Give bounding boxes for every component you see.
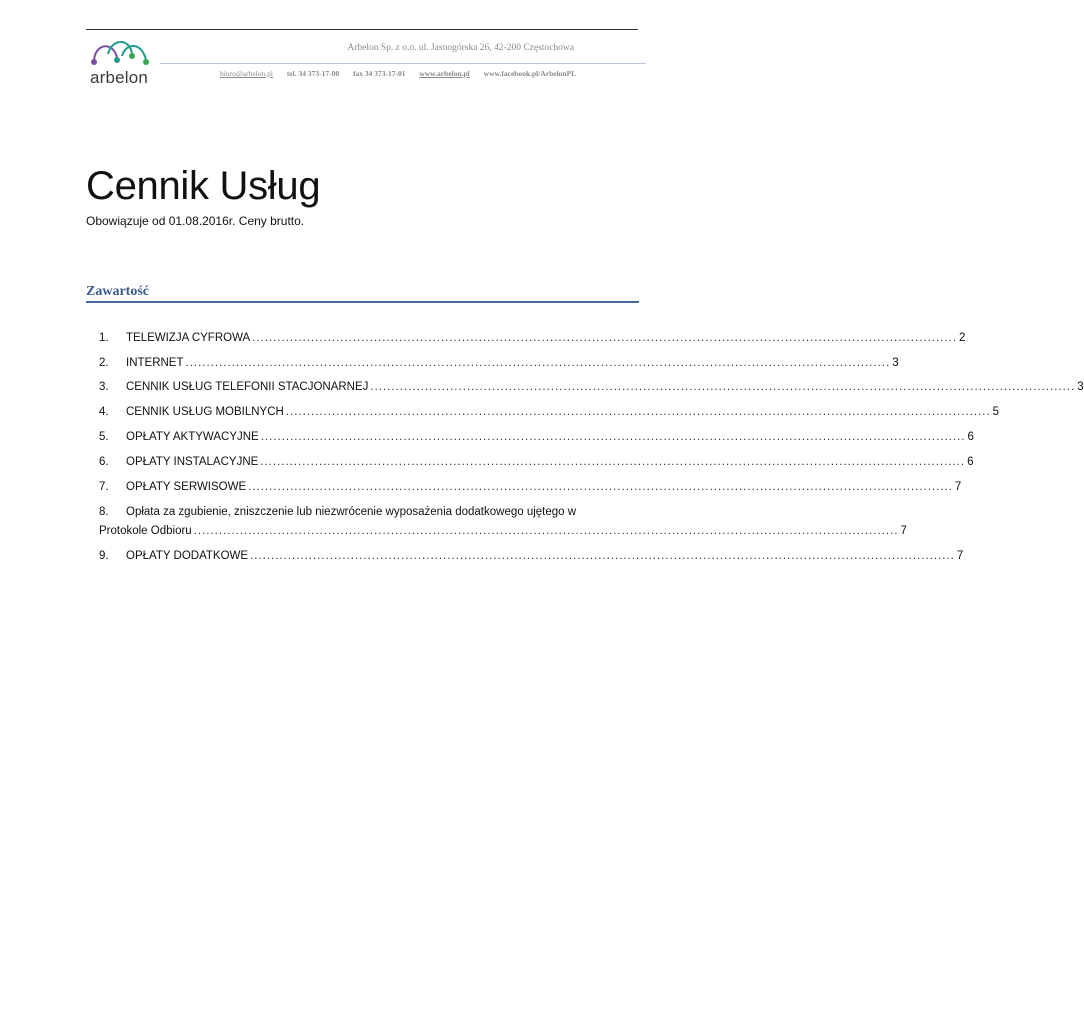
toc-entry-page: 6	[967, 431, 974, 443]
toc-leader-dots: ........................................................................................................................................................................	[260, 431, 966, 443]
toc-entry-number: 9.	[99, 550, 109, 562]
toc-entry-1[interactable]	[99, 332, 966, 352]
toc-leader-dots: ........................................................................................................................................................................	[260, 456, 966, 468]
top-rule	[86, 29, 638, 30]
toc-leader-dots: ........................................................................................................................................................................	[252, 332, 957, 344]
toc-leader-dots: ........................................................................................................................................................................	[285, 406, 991, 418]
logo-text: arbelon	[89, 68, 149, 87]
toc-leader-dots: ........................................................................................................................................................................	[248, 481, 953, 493]
toc-entry-page: 7	[954, 481, 962, 493]
toc-entry-page: 6	[967, 456, 974, 468]
company-address: Arbelon Sp. z o.o. ul. Jasnogórska 26, 42-200 Częstochowa	[347, 43, 574, 53]
toc-entry-label: OPŁATY AKTYWACYJNE	[126, 431, 259, 443]
toc-entry-page: 7	[956, 550, 964, 562]
toc-entry-number: 8.	[99, 506, 109, 518]
fax-number: fax 34 373-17-01	[352, 69, 406, 78]
toc-entry-9[interactable]	[99, 550, 964, 570]
toc-entry-8-continued[interactable]	[99, 525, 907, 545]
header-rule	[160, 63, 646, 64]
toc-entry-label: CENNIK USŁUG TELEFONII STACJONARNEJ	[126, 381, 369, 393]
toc-entry-number: 6.	[99, 456, 109, 468]
phone-number: tel. 34 373-17-00	[286, 69, 340, 78]
toc-entry-8[interactable]	[99, 506, 638, 526]
toc-leader-dots: ........................................................................................................................................................................	[193, 525, 899, 537]
toc-entry-2[interactable]	[99, 357, 899, 377]
toc-entry-7[interactable]	[99, 481, 962, 501]
toc-entry-page: 7	[900, 525, 907, 537]
toc-entry-number: 3.	[99, 381, 109, 393]
toc-entry-label: INTERNET	[126, 357, 184, 369]
email-link[interactable]: biuro@arbelon.pl	[220, 69, 273, 78]
facebook-link[interactable]: www.facebook.pl/ArbelonPL	[483, 69, 577, 78]
toc-entry-number: 5.	[99, 431, 109, 443]
company-logo	[86, 36, 152, 90]
website-link[interactable]: www.arbelon.pl	[419, 69, 470, 78]
toc-entry-page: 3	[892, 357, 899, 369]
toc-entry-label: OPŁATY SERWISOWE	[126, 481, 247, 493]
document-title: Cennik Usług	[86, 164, 321, 208]
logo-arcs-icon	[86, 36, 152, 68]
toc-heading: Zawartość	[86, 284, 149, 299]
toc-entry-label: OPŁATY DODATKOWE	[126, 550, 249, 562]
contact-line	[220, 69, 620, 78]
toc-entry-label: CENNIK USŁUG MOBILNYCH	[126, 406, 284, 418]
document-subtitle: Obowiązuje od 01.08.2016r. Ceny brutto.	[86, 214, 305, 228]
toc-leader-dots: ........................................................................................................................................................................	[370, 381, 1076, 393]
toc-heading-rule	[86, 301, 639, 303]
toc-entry-4[interactable]	[99, 406, 1000, 426]
toc-entry-number: 4.	[99, 406, 109, 418]
toc-entry-number: 2.	[99, 357, 109, 369]
toc-entry-label: OPŁATY INSTALACYJNE	[126, 456, 259, 468]
toc-entry-6[interactable]	[99, 456, 974, 476]
toc-leader-dots: ........................................................................................................................................................................	[250, 550, 955, 562]
toc-entry-page: 2	[958, 332, 966, 344]
toc-entry-label: Opłata za zgubienie, zniszczenie lub niezwrócenie wyposażenia dodatkowego ujętego w	[126, 506, 577, 518]
toc-entry-3[interactable]	[99, 381, 1084, 401]
toc-entry-page: 3	[1077, 381, 1084, 393]
toc-entry-number: 1.	[99, 332, 109, 344]
toc-leader-dots: ........................................................................................................................................................................	[185, 357, 891, 369]
toc-entry-label-continued: Protokole Odbioru	[99, 525, 192, 537]
toc-entry-label: TELEWIZJA CYFROWA	[126, 332, 251, 344]
toc-entry-5[interactable]	[99, 431, 974, 451]
toc-entry-page: 5	[992, 406, 1000, 418]
toc-entry-number: 7.	[99, 481, 109, 493]
